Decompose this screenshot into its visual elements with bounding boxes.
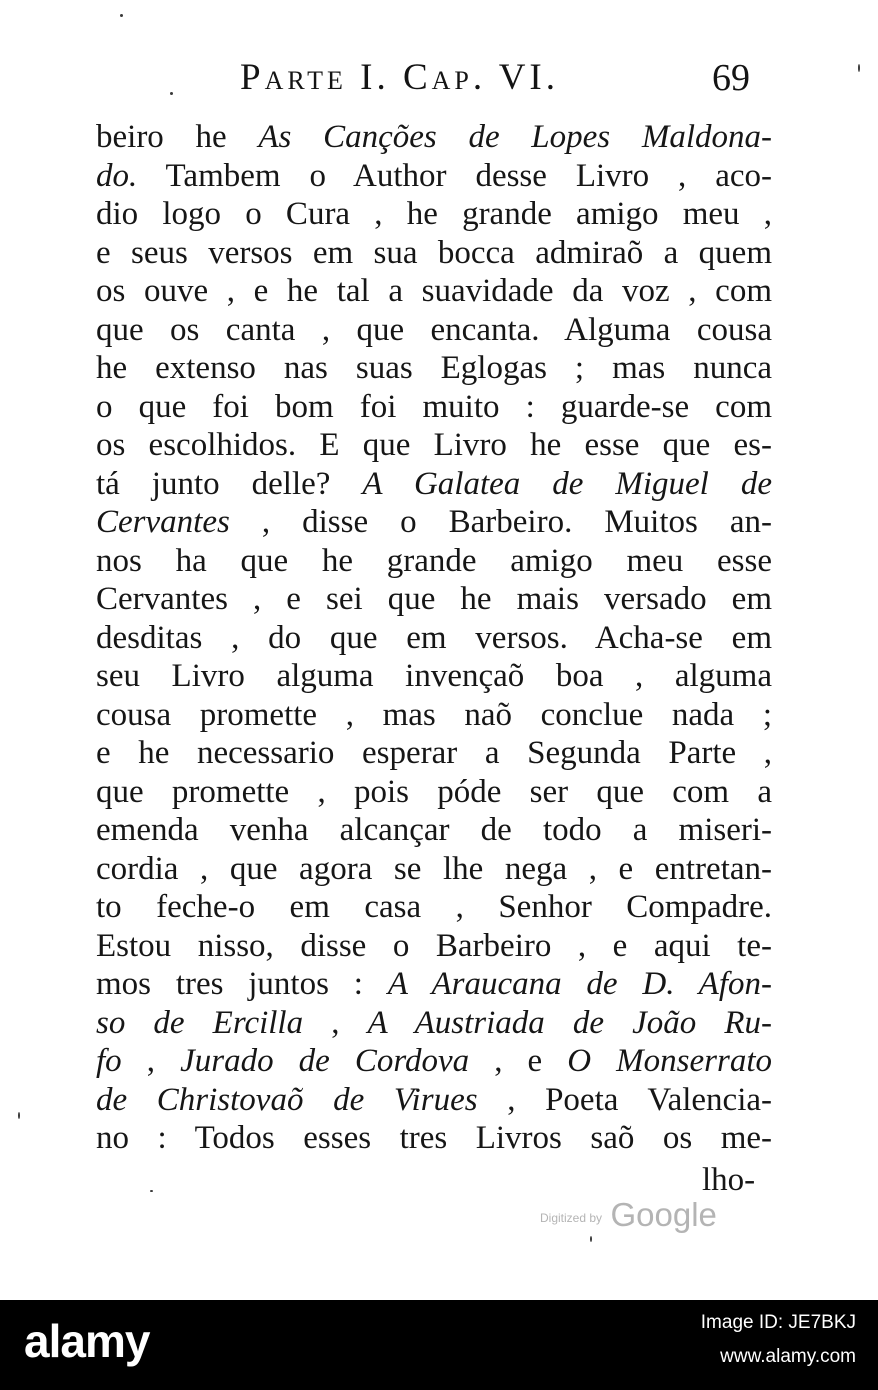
text-line [96,619,772,658]
text-run: dio logo o Cura , he grande amigo meu , [96,196,772,232]
text-line [96,426,772,465]
text-line [96,1004,772,1043]
text-line [96,965,772,1004]
italic-title: de Christovaõ de Virues [96,1081,478,1118]
catchword: lho- [702,1162,756,1198]
text-run: os ouve , e he tal a suavidade da voz , com [96,273,772,309]
text-run: , Poeta Valencia- [477,1081,772,1118]
text-run: , e [469,1043,568,1079]
text-line [96,157,772,196]
text-line [96,272,772,311]
text-line [96,696,772,735]
text-run: , disse o Barbeiro. Muitos an- [229,504,772,540]
text-line [96,1042,772,1081]
text-run: mos tres juntos : [96,966,388,1002]
text-line [96,503,772,542]
italic-title: Jurado de Cordova [180,1043,470,1079]
ink-speck [590,1236,592,1242]
text-run: Tambem o Author desse Livro , aco- [137,157,772,194]
text-line [96,118,772,157]
text-line [96,657,772,696]
text-line [96,234,772,273]
ink-speck [170,92,173,95]
ink-speck [120,14,123,17]
stock-photo-footer [0,1300,878,1390]
italic-title: so de Ercilla [96,1004,304,1041]
text-line [96,1081,772,1120]
body-text [96,118,772,1158]
text-run: emenda venha alcançar de todo a miseri- [96,812,772,848]
text-run: o que foi bom foi muito : guarde-se com [96,388,772,425]
digitized-by-watermark [540,1196,717,1234]
text-line [96,811,772,850]
ink-speck [18,1112,20,1119]
text-run: que promette , pois póde ser que com a [96,773,772,810]
text-run: nos ha que he grande amigo meu esse [96,542,772,579]
page-header [0,56,878,106]
ink-speck [858,64,860,72]
text-run: , [121,1043,181,1079]
text-run: desditas , do que em versos. Acha-se em [96,619,772,656]
italic-title: do. [96,157,138,194]
text-run: beiro he [96,119,259,155]
text-run: tá junto delle? [96,465,363,502]
italic-title: Cervantes [96,504,230,540]
page-number: 69 [712,57,750,99]
text-run: no : Todos esses tres Livros saõ os me- [96,1120,772,1156]
text-run: e he necessario esperar a Segunda Parte , [96,735,772,771]
text-run: os escolhidos. E que Livro he esse que es- [96,427,772,463]
site-url: www.alamy.com [720,1346,856,1367]
text-line [96,195,772,234]
image-id: Image ID: JE7BKJ [700,1312,856,1333]
ink-speck [150,1190,153,1192]
text-line [96,773,772,812]
text-line [96,388,772,427]
text-line [96,465,772,504]
watermark-prefix: Digitized by [540,1211,603,1225]
text-run: he extenso nas suas Eglogas ; mas nunca [96,350,772,386]
text-run: Cervantes , e sei que he mais versado em [96,581,772,617]
text-line [96,850,772,889]
text-line [96,927,772,966]
alamy-logo: alamy [24,1315,150,1367]
google-logo: Google [610,1196,717,1233]
text-run: cousa promette , mas naõ conclue nada ; [96,696,772,733]
text-run: seu Livro alguma invençaõ boa , alguma [96,658,772,694]
running-head: Parte I. Cap. VI. [240,57,560,98]
text-line [96,888,772,927]
text-run: que os canta , que encanta. Alguma cousa [96,311,772,348]
text-line [96,580,772,619]
text-run: cordia , que agora se lhe nega , e entretan- [96,850,772,887]
text-line [96,311,772,350]
text-line [96,734,772,773]
text-line [96,542,772,581]
italic-title: fo [96,1043,122,1079]
text-line [96,349,772,388]
text-run: , [303,1004,368,1041]
italic-title: As Canções de Lopes Maldona- [258,119,772,155]
italic-title: O Monserrato [567,1043,772,1079]
italic-title: A Galatea de Miguel de [362,465,772,502]
text-line [96,1119,772,1158]
text-run: Estou nisso, disse o Barbeiro , e aqui te- [96,927,772,964]
italic-title: A Araucana de D. Afon- [387,966,772,1002]
italic-title: A Austriada de João Ru- [367,1004,772,1041]
text-run: e seus versos em sua bocca admiraõ a quem [96,234,772,271]
text-run: to feche-o em casa , Senhor Compadre. [96,889,772,925]
